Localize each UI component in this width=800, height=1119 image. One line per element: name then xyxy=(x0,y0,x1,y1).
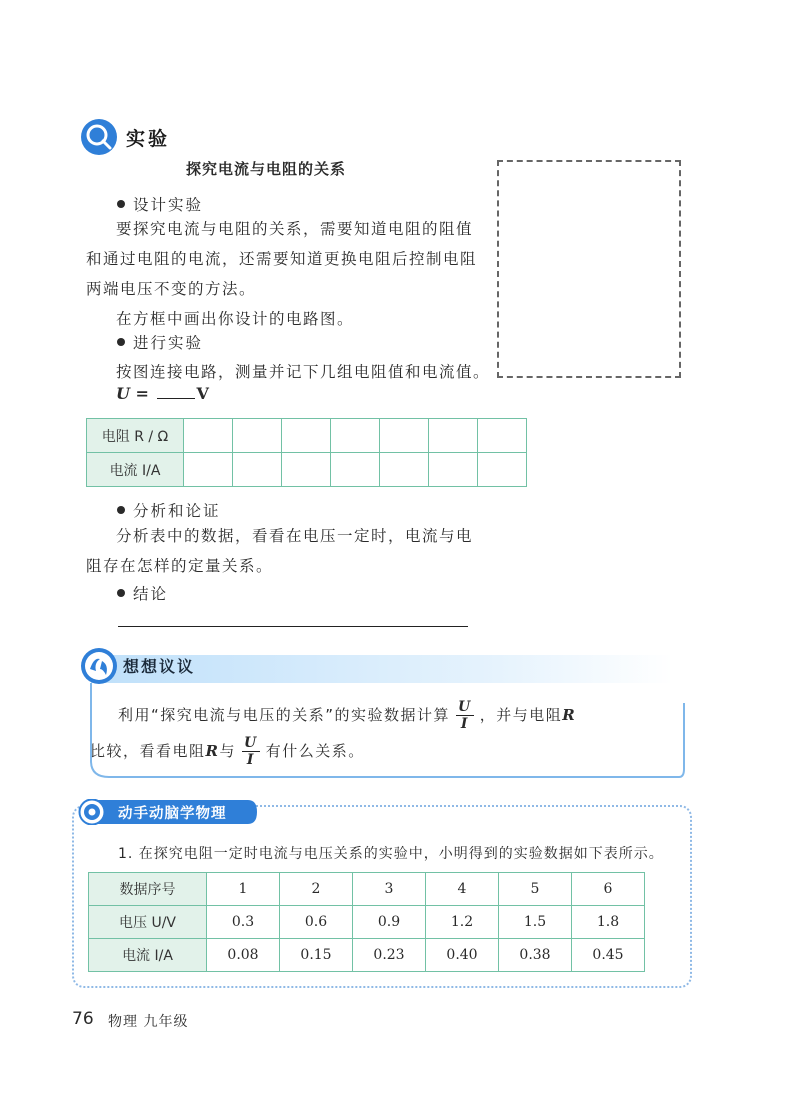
run-heading: 进行实验 xyxy=(117,331,203,353)
fraction-u-over-i: $\frac{U}{I}$ xyxy=(244,735,258,768)
table-cell[interactable] xyxy=(429,453,478,487)
table-cell[interactable] xyxy=(380,453,429,487)
voltage-cell: 0.9 xyxy=(353,906,426,939)
table-row xyxy=(87,419,527,453)
hands-on-question: 1. 在探究电阻一定时电流与电压关系的实验中，小明得到的实验数据如下表所示。 xyxy=(118,846,664,862)
design-heading: 设计实验 xyxy=(117,193,203,215)
table-cell[interactable] xyxy=(282,453,331,487)
voltage-cell: 0.3 xyxy=(207,906,280,939)
table-row xyxy=(89,939,645,972)
circuit-diagram-box[interactable] xyxy=(497,160,681,378)
index-header: 数据序号 xyxy=(89,873,207,906)
resistance-label: 电阻 R / Ω xyxy=(87,419,184,453)
table-cell[interactable] xyxy=(331,453,380,487)
book-title: 物理 九年级 xyxy=(108,1014,189,1030)
run-paragraph: 按图连接电路，测量并记下几组电阻值和电流值。 xyxy=(116,363,491,381)
voltage-header: 电压 U/V xyxy=(89,906,207,939)
current-cell: 0.15 xyxy=(280,939,353,972)
table-cell[interactable] xyxy=(233,419,282,453)
analysis-heading: 分析和论证 xyxy=(117,499,221,521)
voltage-cell: 1.2 xyxy=(426,906,499,939)
table-cell[interactable] xyxy=(331,419,380,453)
table-cell[interactable] xyxy=(429,419,478,453)
table-row xyxy=(89,873,645,906)
page-number: 76 xyxy=(72,1009,94,1029)
experiment-subtitle: 探究电流与电阻的关系 xyxy=(186,160,347,178)
experiment-label: 实验 xyxy=(126,128,171,150)
table-cell[interactable] xyxy=(233,453,282,487)
voltage-cell: 1.5 xyxy=(499,906,572,939)
design-paragraph: 要探究电流与电阻的关系，需要知道电阻的阻值和通过电阻的电流，还需要知道更换电阻后控制电阻两端电压不变的方法。 xyxy=(86,220,478,298)
table-cell[interactable] xyxy=(282,419,331,453)
experiment-icon xyxy=(80,118,118,156)
table-cell[interactable] xyxy=(478,419,527,453)
design-instruction: 在方框中画出你设计的电路图。 xyxy=(116,310,355,328)
conclusion-answer-line[interactable] xyxy=(118,626,468,627)
current-label: 电流 I/A xyxy=(87,453,184,487)
experiment-table xyxy=(86,418,527,487)
discussion-icon xyxy=(80,647,118,685)
bullet-icon xyxy=(117,338,125,346)
think-line-2: 比较，看看电阻R与 $\frac{U}{I}$ 有什么关系。 xyxy=(90,735,365,768)
table-cell[interactable] xyxy=(380,419,429,453)
table-row xyxy=(87,453,527,487)
index-cell: 5 xyxy=(499,873,572,906)
voltage-cell: 0.6 xyxy=(280,906,353,939)
index-cell: 4 xyxy=(426,873,499,906)
fraction-u-over-i: $\frac{U}{I}$ xyxy=(458,699,472,732)
bullet-icon xyxy=(117,506,125,514)
data-table xyxy=(88,872,645,972)
table-cell[interactable] xyxy=(184,453,233,487)
analysis-paragraph: 分析表中的数据，看看在电压一定时，电流与电阻存在怎样的定量关系。 xyxy=(86,527,474,575)
bullet-icon xyxy=(117,589,125,597)
voltage-blank-line[interactable] xyxy=(157,384,195,399)
index-cell: 6 xyxy=(572,873,645,906)
table-cell[interactable] xyxy=(184,419,233,453)
current-cell: 0.40 xyxy=(426,939,499,972)
hands-on-title: 动手动脑学物理 xyxy=(118,806,227,822)
index-cell: 1 xyxy=(207,873,280,906)
voltage-blank: U = V xyxy=(116,384,209,403)
table-cell[interactable] xyxy=(478,453,527,487)
current-cell: 0.23 xyxy=(353,939,426,972)
voltage-cell: 1.8 xyxy=(572,906,645,939)
think-line-1: 利用“探究电流与电压的关系”的实验数据计算 $\frac{U}{I}$ ，并与电阻R xyxy=(118,699,577,732)
current-cell: 0.45 xyxy=(572,939,645,972)
current-header: 电流 I/A xyxy=(89,939,207,972)
conclusion-heading: 结论 xyxy=(117,582,168,604)
index-cell: 2 xyxy=(280,873,353,906)
bullet-icon xyxy=(117,200,125,208)
table-row xyxy=(89,906,645,939)
index-cell: 3 xyxy=(353,873,426,906)
think-title: 想想议议 xyxy=(123,657,196,676)
current-cell: 0.38 xyxy=(499,939,572,972)
current-cell: 0.08 xyxy=(207,939,280,972)
